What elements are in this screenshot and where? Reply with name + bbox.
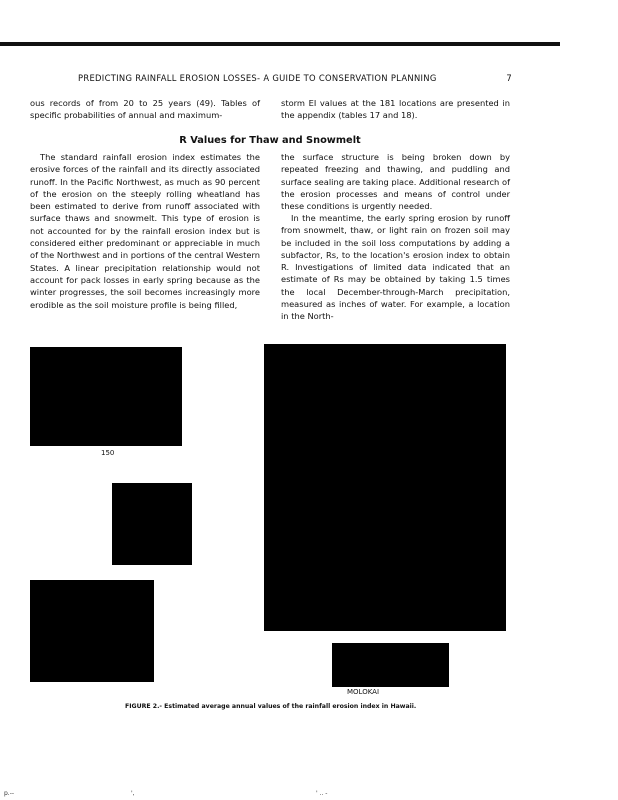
section-title: R Values for Thaw and Snowmelt — [179, 135, 361, 146]
map-island-molokai — [332, 643, 449, 687]
top-right-text: storm EI values at the 181 locations are presented in the appendix (tables 17 and 18). — [281, 98, 510, 121]
right-paragraph-1: the surface structure is being broken down by repeated freezing and thawing, and puddling and surface sealing are taking place. Additional research of the erosion processes and means of control under these conditions is urgently needed. — [281, 152, 510, 212]
left-paragraph: The standard rainfall erosion index estimates the erosive forces of the rainfall and its directly associated runoff. In the Pacific Northwest, as much as 90 percent of the erosion on the steeply rolling wheatland has been estimated to derive from runoff associated with surface thaws and snowmelt. This type of erosion is not accounted for by the rainfall erosion index but is considered either predominant or appreciable in much of the Northwest and in portions of the central Western States. A linear precipitation relationship would not account for pack losses in early spring because as the winter progresses, the soil becomes increasingly more erodible as the soil moisture profile is being filled, — [30, 152, 260, 310]
right-paragraph-2: In the meantime, the early spring erosion by runoff from snowmelt, thaw, or light rain on frozen soil may be included in the soil loss computations by adding a subfactor, Rs, to the location's erosion index to obtain R. Investigations of limited data indicated that an estimate of Rs may be obtained by taking 1.5 times the local December-through-March precipitation, measured as inches of water. For example, a location in the North- — [281, 213, 510, 322]
map-island-1 — [30, 347, 182, 446]
map-island-4 — [264, 344, 506, 631]
map-island-2 — [112, 483, 192, 565]
footer-speck-3: ' .. - — [316, 790, 328, 797]
header-title: PREDICTING RAINFALL EROSION LOSSES- A GUIDE TO CONSERVATION PLANNING — [78, 73, 437, 83]
top-left-text: ous records of from 20 to 25 years (49). Tables of specific probabilities of annual and maximum- — [30, 98, 260, 121]
footer-speck-2: ', — [131, 790, 135, 797]
page-number: 7 — [506, 73, 512, 83]
footer-speck-1: p.-- — [4, 790, 15, 797]
running-header — [78, 73, 512, 83]
map-label-molokai: MOLOKAI — [347, 688, 380, 696]
figure-caption: FIGURE 2.- Estimated average annual values of the rainfall erosion index in Hawaii. — [125, 703, 417, 710]
map-label-150: 150 — [101, 449, 115, 457]
top-rule — [0, 42, 560, 46]
map-island-3 — [30, 580, 154, 682]
